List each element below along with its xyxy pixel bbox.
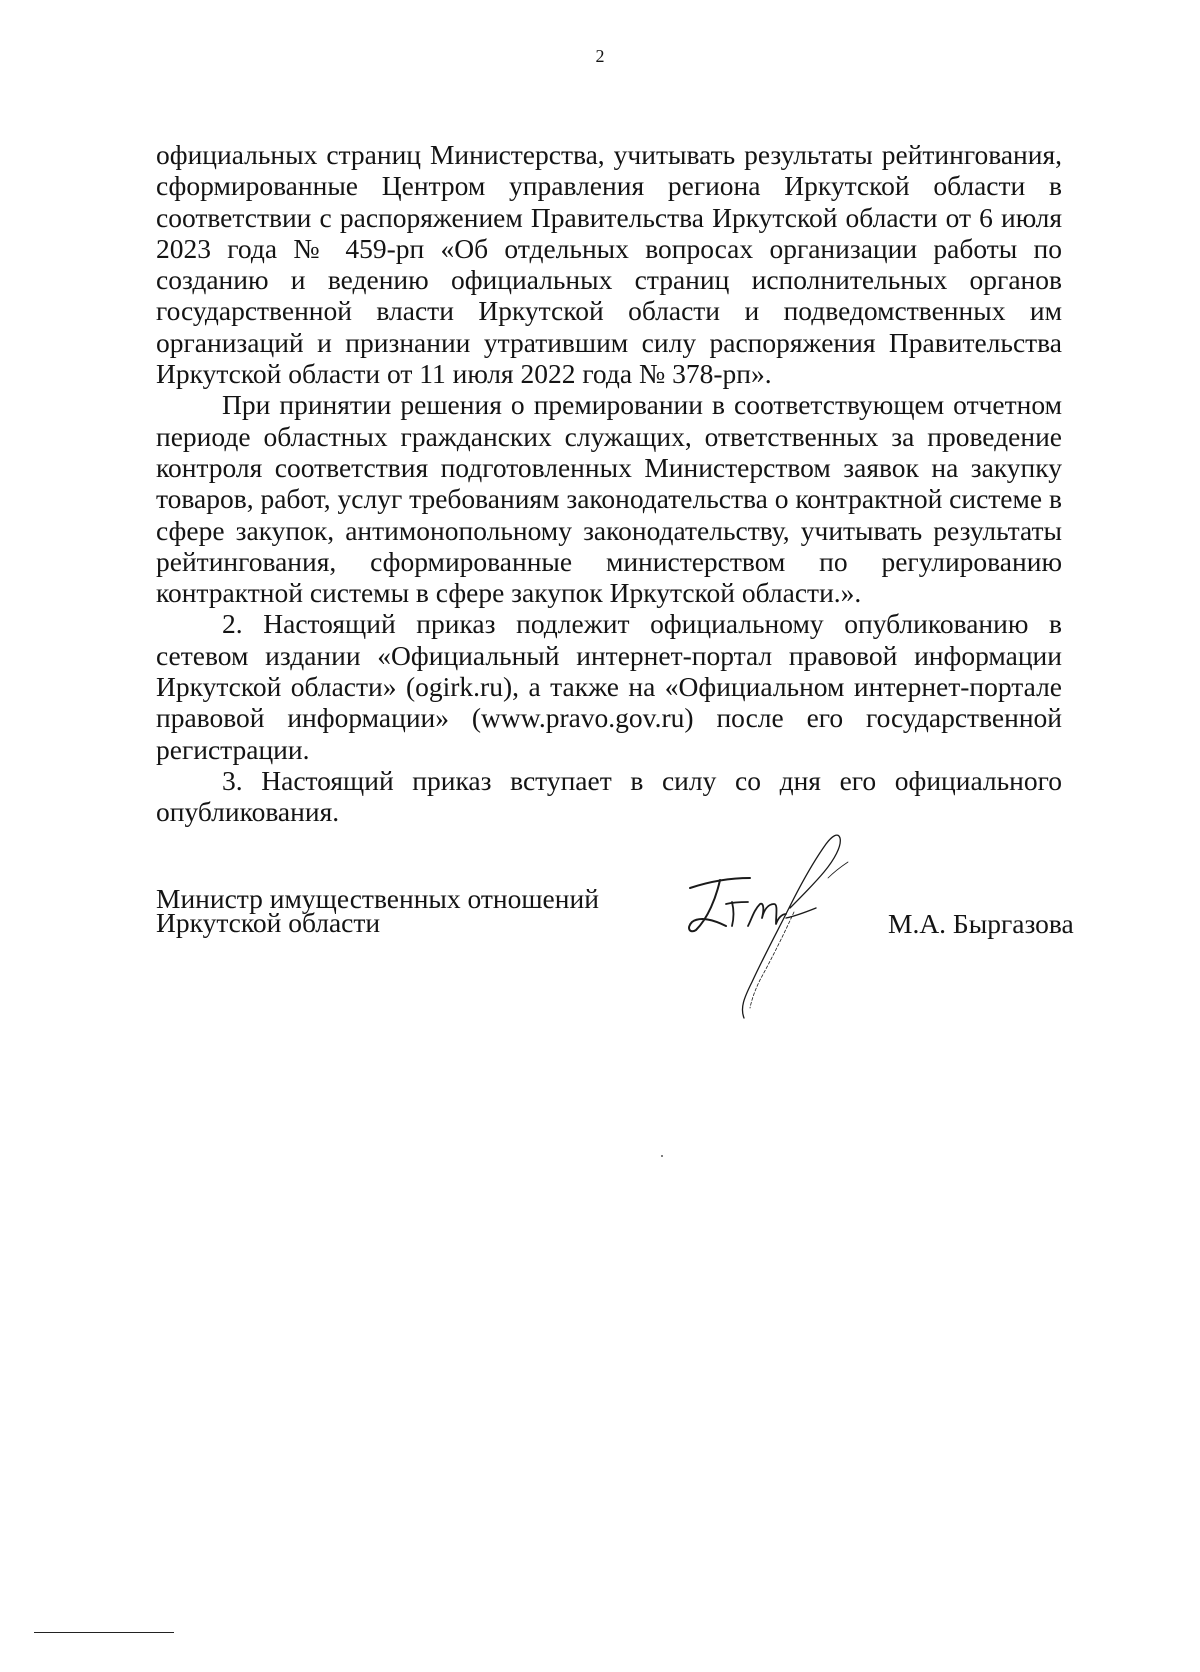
- paragraph-publication: 2. Настоящий приказ подлежит официальному опубликованию в сетевом издании «Официальный интернет-портал правовой информации Иркутской области» (ogirk.ru), а также на «Официальном интернет-портале правовой информации» (www.pravo.gov.ru) после его государственной регистрации.: [156, 608, 1062, 765]
- signature-block: [156, 883, 1076, 1027]
- paragraph-bonus-rating: При принятии решения о премировании в соответствующем отчетном периоде областных гражданских служащих, ответственных за проведение контроля соответствия подготовленных Министерством заявок на закупку товаров, работ, услуг требованиям законодательства о контрактной системе в сфере закупок, антимонопольному законодательству, учитывать результаты рейтингования, сформированные министерством по регулированию контрактной системы в сфере закупок Иркутской области.».: [156, 389, 1062, 609]
- signatory-position-line-2: Иркутской области: [156, 907, 381, 938]
- handwritten-signature-icon: [678, 822, 878, 1022]
- paragraph-entry-into-force: 3. Настоящий приказ вступает в силу со дня его официального опубликования.: [156, 764, 1062, 828]
- page-number: 2: [595, 46, 605, 66]
- scan-artifact-dot: [661, 1155, 663, 1157]
- document-body: [156, 139, 1062, 828]
- paragraph-continuation: официальных страниц Министерства, учитывать результаты рейтингования, сформированные Центром управления региона Иркутской области в соответствии с распоряжением Правительства Иркутской области от 6 июля 2023 года № 459-рп «Об отдельных вопросах организации работы по созданию и ведению официальных страниц исполнительных органов государственной власти Иркутской области и подведомственных им организаций и признании утратившим силу распоряжения Правительства Иркутской области от 11 июля 2022 года № 378-рп».: [156, 139, 1062, 390]
- signatory-name: М.А. Быргазова: [888, 908, 1074, 939]
- signatory-position-line-1: Министр имущественных отношений: [156, 883, 599, 914]
- footer-rule: [34, 1632, 174, 1633]
- signatory-position: [156, 883, 599, 938]
